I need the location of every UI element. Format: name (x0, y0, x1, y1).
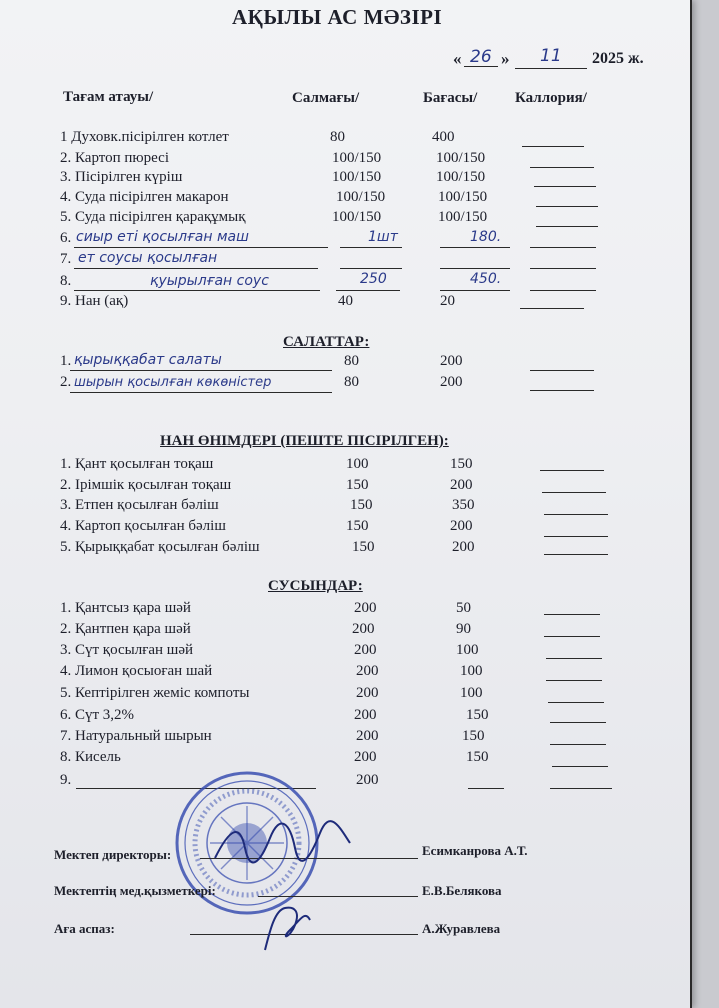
list-item-weight: 150 (346, 518, 369, 534)
calorie-blank (530, 167, 594, 168)
fill-in-line (440, 247, 510, 248)
list-item-price: 350 (452, 497, 475, 513)
fill-in-line (70, 370, 332, 371)
date-day: 26 (470, 47, 492, 67)
calorie-blank (544, 536, 608, 537)
chef-signature (255, 900, 315, 955)
page-title: АҚЫЛЫ АС МӘЗІРІ (232, 5, 443, 29)
fill-in-line (70, 392, 332, 393)
calorie-blank (520, 308, 584, 309)
list-item-price: 100/150 (438, 189, 488, 205)
section-title-bakery: НАН ӨНІМДЕРІ (ПЕШТЕ ПІСІРІЛГЕН): (160, 433, 449, 449)
list-item-name-handwritten: сиыр еті қосылған маш (76, 229, 249, 245)
list-item-name: 6. Сүт 3,2% (60, 707, 135, 723)
calorie-blank (530, 290, 596, 291)
list-item-weight: 100/150 (336, 189, 386, 205)
list-item-number: 8. (60, 273, 72, 289)
list-item-number: 1. (60, 353, 72, 369)
calorie-blank (550, 788, 612, 789)
fill-in-line (336, 290, 400, 291)
list-item-weight: 200 (354, 707, 377, 723)
calorie-blank (544, 514, 608, 515)
list-item-price: 100/150 (436, 169, 486, 185)
fill-in-line (440, 268, 510, 269)
calorie-blank (546, 680, 602, 681)
list-item-price: 200 (450, 518, 473, 534)
list-item-weight: 200 (354, 600, 377, 616)
list-item-price: 200 (440, 374, 463, 390)
list-item-price: 20 (440, 293, 455, 309)
date-year: 2025 ж. (592, 50, 644, 67)
list-item-weight: 80 (330, 129, 345, 145)
list-item-name: 1. Қантсыз қара шәй (60, 600, 191, 616)
fill-in-line (340, 268, 402, 269)
list-item-weight: 100/150 (332, 150, 382, 166)
list-item-name: 9. (60, 772, 72, 788)
list-item-weight: 100 (346, 456, 369, 472)
list-item-name: 3. Сүт қосылған шәй (60, 642, 194, 658)
director-signature (210, 818, 360, 868)
list-item-number: 6. (60, 230, 72, 246)
list-item-name: 5. Қырыққабат қосылған бәліш (60, 539, 260, 555)
list-item-name-handwritten: шырын қосылған көкөністер (74, 375, 272, 390)
list-item-weight: 150 (346, 477, 369, 493)
list-item-weight: 80 (344, 353, 359, 369)
date-day-underline (464, 66, 498, 67)
list-item-name: 1. Қант қосылған тоқаш (60, 456, 214, 472)
list-item-weight: 200 (356, 772, 379, 788)
fill-in-line (74, 290, 320, 291)
list-item-name: 7. Натуральный шырын (60, 728, 212, 744)
list-item-price: 100 (460, 663, 483, 679)
list-item-weight: 100/150 (332, 169, 382, 185)
list-item-price: 100 (456, 642, 479, 658)
list-item-weight: 200 (356, 663, 379, 679)
list-item-price: 150 (450, 456, 473, 472)
list-item-name: 3. Етпен қосылған бәліш (60, 497, 219, 513)
fill-in-line (74, 247, 328, 248)
section-title-drinks: СУСЫНДАР: (268, 578, 363, 594)
list-item-price: 100 (460, 685, 483, 701)
calorie-blank (552, 766, 608, 767)
signature-person: Е.В.Белякова (422, 883, 502, 898)
calorie-blank (530, 268, 596, 269)
signature-role: Аға аспаз: (54, 921, 115, 936)
list-item-price-handwritten: 450. (470, 271, 502, 287)
list-item-price: 50 (456, 600, 471, 616)
date-open-quote: « (453, 49, 462, 68)
calorie-blank (546, 658, 602, 659)
signature-person: Есимканрова А.Т. (422, 843, 528, 858)
list-item-weight: 80 (344, 374, 359, 390)
column-header-weight: Салмағы/ (292, 90, 360, 106)
list-item-price: 150 (466, 749, 489, 765)
calorie-blank (536, 206, 598, 207)
calorie-blank (544, 614, 600, 615)
calorie-blank (540, 470, 604, 471)
list-item-name: 3. Пісірілген күріш (60, 169, 183, 185)
list-item-name: 5. Кептірілген жеміс компоты (60, 685, 250, 701)
signature-role: Мектеп директоры: (54, 847, 172, 862)
list-item-weight: 40 (338, 293, 353, 309)
list-item-number: 2. (60, 374, 72, 390)
list-item-name: 4. Картоп қосылған бәліш (60, 518, 226, 534)
calorie-blank (534, 186, 596, 187)
list-item-price: 400 (432, 129, 455, 145)
list-item-price: 200 (440, 353, 463, 369)
calorie-blank (530, 247, 596, 248)
list-item-weight: 100/150 (332, 209, 382, 225)
column-header-price: Бағасы/ (423, 90, 478, 106)
list-item-weight: 200 (354, 749, 377, 765)
calorie-blank (542, 492, 606, 493)
list-item-price: 90 (456, 621, 471, 637)
fill-in-line (468, 788, 504, 789)
list-item-weight: 200 (352, 621, 375, 637)
list-item-price: 100/150 (438, 209, 488, 225)
list-item-name: 5. Суда пісірілген қарақұмық (60, 209, 246, 225)
date-month-underline (515, 68, 587, 69)
list-item-number: 7. (60, 251, 72, 267)
list-item-weight-handwritten: 250 (360, 271, 387, 287)
calorie-blank (550, 744, 606, 745)
list-item-price: 150 (462, 728, 485, 744)
date-close-quote: » (501, 49, 510, 68)
calorie-blank (544, 554, 608, 555)
column-header-name: Тағам атауы/ (63, 89, 154, 105)
fill-in-line (440, 290, 510, 291)
fill-in-line (340, 247, 402, 248)
calorie-blank (550, 722, 606, 723)
calorie-blank (522, 146, 584, 147)
calorie-blank (530, 370, 594, 371)
list-item-price: 200 (450, 477, 473, 493)
calorie-blank (548, 702, 604, 703)
list-item-name: 4. Суда пісірілген макарон (60, 189, 229, 205)
list-item-name-handwritten: қуырылған соус (150, 273, 269, 289)
list-item-weight: 200 (354, 642, 377, 658)
date-month: 11 (540, 46, 562, 66)
fill-in-line (74, 268, 318, 269)
list-item-name-handwritten: ет соусы қосылған (78, 250, 218, 266)
list-item-name: 2. Картоп пюресі (60, 150, 169, 166)
background-edge (692, 0, 719, 1008)
list-item-weight: 200 (356, 728, 379, 744)
list-item-weight: 150 (350, 497, 373, 513)
list-item-price-handwritten: 180. (470, 229, 502, 245)
list-item-price: 100/150 (436, 150, 486, 166)
list-item-name-handwritten: қырыққабат салаты (74, 352, 222, 368)
list-item-name: 4. Лимон қосыоған шай (60, 663, 213, 679)
list-item-weight-handwritten: 1шт (368, 229, 398, 245)
list-item-price: 150 (466, 707, 489, 723)
signature-role: Мектептің мед.қызметкері: (54, 883, 216, 898)
calorie-blank (536, 226, 598, 227)
signature-line (258, 896, 418, 897)
section-title-salads: САЛАТТАР: (283, 334, 370, 350)
list-item-name: 8. Кисель (60, 749, 121, 765)
list-item-name: 2. Қантпен қара шәй (60, 621, 191, 637)
list-item-name: 9. Нан (ақ) (60, 293, 129, 309)
column-header-calories: Каллория/ (515, 90, 587, 106)
signature-person: А.Журавлева (422, 921, 501, 936)
list-item-name: 1 Духовк.пісірілген котлет (60, 129, 229, 145)
list-item-weight: 200 (356, 685, 379, 701)
calorie-blank (530, 390, 594, 391)
calorie-blank (544, 636, 600, 637)
list-item-weight: 150 (352, 539, 375, 555)
list-item-price: 200 (452, 539, 475, 555)
list-item-name: 2. Ірімшік қосылған тоқаш (60, 477, 232, 493)
